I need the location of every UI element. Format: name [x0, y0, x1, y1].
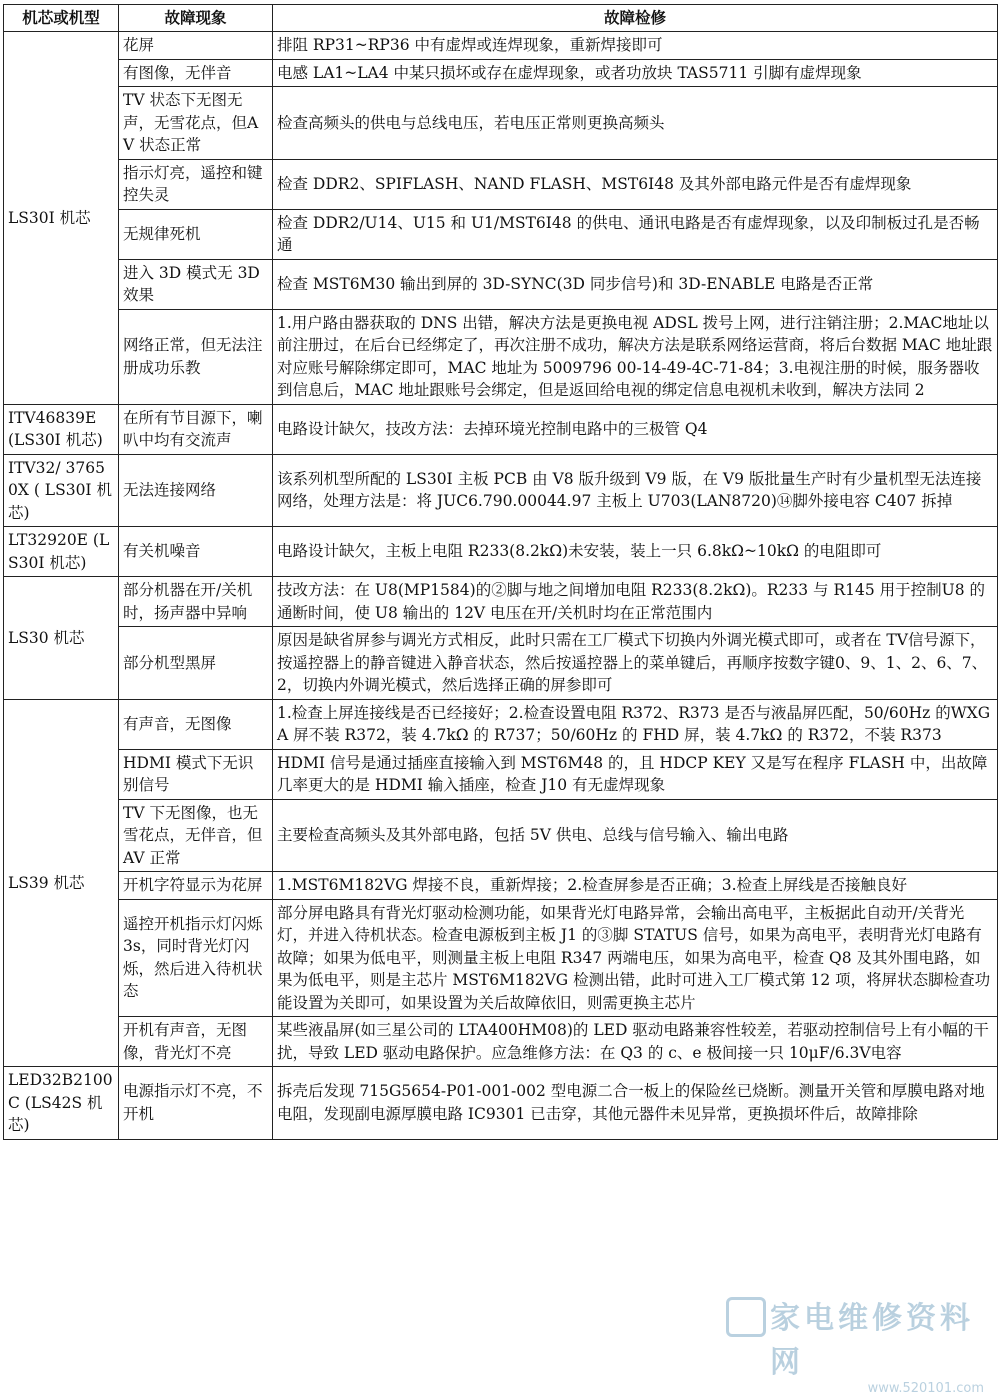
site-logo-icon [726, 1297, 766, 1337]
symptom-cell: 在所有节目源下，喇叭中均有交流声 [119, 404, 273, 454]
symptom-cell: 开机有声音，无图像，背光灯不亮 [119, 1017, 273, 1067]
model-cell: LS30I 机芯 [4, 32, 119, 405]
table-row [4, 899, 998, 1017]
symptom-cell: 部分机器在开/关机时，扬声器中异响 [119, 577, 273, 627]
model-cell: ITV32/ 37650X ( LS30I 机芯) [4, 454, 119, 527]
symptom-cell: HDMI 模式下无识别信号 [119, 749, 273, 799]
repair-cell: 原因是缺省屏参与调光方式相反，此时只需在工厂模式下切换内外调光模式即可，或者在 TV信号源下，按遥控器上的静音键进入静音状态，然后按遥控器上的菜单键后，再顺序按数字键0、9、1、2、6、7、2，切换内外调光模式，然后选择正确的屏参即可 [273, 627, 998, 700]
table-row [4, 627, 998, 700]
site-watermark [724, 1293, 994, 1396]
fault-repair-table [3, 4, 998, 1140]
symptom-cell: TV 下无图像，也无雪花点，无伴音，但AV 正常 [119, 799, 273, 872]
symptom-cell: 有关机噪音 [119, 527, 273, 577]
table-row [4, 59, 998, 87]
table-row [4, 259, 998, 309]
repair-cell: 电感 LA1~LA4 中某只损坏或存在虚焊现象，或者功放块 TAS5711 引脚有虚焊现象 [273, 59, 998, 87]
repair-cell: 电路设计缺欠，主板上电阻 R233(8.2kΩ)未安装，装上一只 6.8kΩ~10kΩ 的电阻即可 [273, 527, 998, 577]
table-row [4, 799, 998, 872]
repair-cell: 主要检查高频头及其外部电路，包括 5V 供电、总线与信号输入、输出电路 [273, 799, 998, 872]
repair-cell: 部分屏电路具有背光灯驱动检测功能，如果背光灯电路异常，会输出高电平，主板据此自动开/关背光灯，并进入待机状态。检查电源板到主板 J1 的③脚 STATUS 信号，如果为高电平，表明背光灯电路有故障；如果为低电平，则测量主板上电阻 R347 两端电压，如果为高电平，检查 Q8 及其外围电路，如果为低电平，则是主芯片 MST6M182VG 检测出错，此时可进入工厂模式第 12 项，将屏状态脚检查功能设置为关即可，如果设置为关后故障依旧，则需更换主芯片 [273, 899, 998, 1017]
repair-cell: 检查 DDR2、SPIFLASH、NAND FLASH、MST6I48 及其外部电路元件是否有虚焊现象 [273, 159, 998, 209]
symptom-cell: 网络正常，但无法注册成功乐教 [119, 309, 273, 404]
repair-cell: 某些液晶屏(如三星公司的 LTA400HM08)的 LED 驱动电路兼容性较差，若驱动控制信号上有小幅的干扰，导致 LED 驱动电路保护。应急维修方法：在 Q3 的 c、e 极间接一只 10μF/6.3V电容 [273, 1017, 998, 1067]
repair-cell: 1.检查上屏连接线是否已经接好；2.检查设置电阻 R372、R373 是否与液晶屏匹配，50/60Hz 的WXGA 屏不装 R372，装 4.7kΩ 的 R737；50/60Hz 的 FHD 屏，装 4.7kΩ 的 R372，不装 R373 [273, 699, 998, 749]
header-model: 机芯或机型 [4, 5, 119, 32]
repair-cell: HDMI 信号是通过插座直接输入到 MST6M48 的，且 HDCP KEY 又是写在程序 FLASH 中，出故障几率更大的是 HDMI 输入插座，检查 J10 有无虚焊现象 [273, 749, 998, 799]
header-repair: 故障检修 [273, 5, 998, 32]
table-row [4, 1017, 998, 1067]
table-row [4, 32, 998, 60]
table-row [4, 87, 998, 160]
table-row [4, 159, 998, 209]
repair-cell: 1.MST6M182VG 焊接不良，重新焊接；2.检查屏参是否正确；3.检查上屏线是否接触良好 [273, 872, 998, 900]
repair-cell: 技改方法：在 U8(MP1584)的②脚与地之间增加电阻 R233(8.2kΩ)。R233 与 R145 用于控制U8 的通断时间，使 U8 输出的 12V 电压在开/关机时均在正常范围内 [273, 577, 998, 627]
table-row [4, 1067, 998, 1140]
repair-cell: 排阻 RP31~RP36 中有虚焊或连焊现象，重新焊接即可 [273, 32, 998, 60]
header-symptom: 故障现象 [119, 5, 273, 32]
table-row [4, 309, 998, 404]
symptom-cell: 遥控开机指示灯闪烁 3s，同时背光灯闪烁，然后进入待机状态 [119, 899, 273, 1017]
table-row [4, 872, 998, 900]
model-cell: LS30 机芯 [4, 577, 119, 700]
watermark-url: www.520101.com [867, 1381, 984, 1396]
repair-cell: 该系列机型所配的 LS30I 主板 PCB 由 V8 版升级到 V9 版，在 V9 版批量生产时有少量机型无法连接网络，处理方法是：将 JUC6.790.00044.97 主板上 U703(LAN8720)⑭脚外接电容 C407 拆掉 [273, 454, 998, 527]
table-row [4, 577, 998, 627]
table-header-row [4, 5, 998, 32]
repair-cell: 检查高频头的供电与总线电压，若电压正常则更换高频头 [273, 87, 998, 160]
repair-cell: 拆壳后发现 715G5654-P01-001-002 型电源二合一板上的保险丝已烧断。测量开关管和厚膜电路对地电阻，发现副电源厚膜电路 IC9301 已击穿，其他元器件未见异常，更换损坏件后，故障排除 [273, 1067, 998, 1140]
watermark-title: 家电维修资料网 [770, 1301, 974, 1380]
symptom-cell: 部分机型黑屏 [119, 627, 273, 700]
table-row [4, 527, 998, 577]
symptom-cell: 有图像，无伴音 [119, 59, 273, 87]
model-cell: ITV46839E (LS30I 机芯) [4, 404, 119, 454]
table-row [4, 209, 998, 259]
symptom-cell: 无规律死机 [119, 209, 273, 259]
repair-cell: 1.用户路由器获取的 DNS 出错，解决方法是更换电视 ADSL 拨号上网，进行注销注册；2.MAC地址以前注册过，在后台已经绑定了，再次注册不成功，解决方法是联系网络运营商，将后台数据 MAC 地址跟对应账号解除绑定即可，MAC 地址为 5009796 00-14-49-4C-71-84；3.电视注册的时候，服务器收到信息后，MAC 地址跟账号会绑定，但是返回给电视的绑定信息电视机未收到，解决方法同 2 [273, 309, 998, 404]
repair-cell: 电路设计缺欠，技改方法：去掉环境光控制电路中的三极管 Q4 [273, 404, 998, 454]
symptom-cell: 花屏 [119, 32, 273, 60]
symptom-cell: TV 状态下无图无声，无雪花点，但AV 状态正常 [119, 87, 273, 160]
symptom-cell: 有声音，无图像 [119, 699, 273, 749]
model-cell: LED32B2100C (LS42S 机芯) [4, 1067, 119, 1140]
symptom-cell: 开机字符显示为花屏 [119, 872, 273, 900]
document-page [3, 4, 997, 1140]
symptom-cell: 无法连接网络 [119, 454, 273, 527]
symptom-cell: 指示灯亮，遥控和键控失灵 [119, 159, 273, 209]
table-row [4, 749, 998, 799]
repair-cell: 检查 MST6M30 输出到屏的 3D-SYNC(3D 同步信号)和 3D-ENABLE 电路是否正常 [273, 259, 998, 309]
table-row [4, 404, 998, 454]
model-cell: LS39 机芯 [4, 699, 119, 1067]
table-row [4, 454, 998, 527]
table-body [4, 32, 998, 1140]
symptom-cell: 进入 3D 模式无 3D效果 [119, 259, 273, 309]
table-row [4, 699, 998, 749]
symptom-cell: 电源指示灯不亮，不开机 [119, 1067, 273, 1140]
repair-cell: 检查 DDR2/U14、U15 和 U1/MST6I48 的供电、通讯电路是否有虚焊现象，以及印制板过孔是否畅通 [273, 209, 998, 259]
model-cell: LT32920E (LS30I 机芯) [4, 527, 119, 577]
